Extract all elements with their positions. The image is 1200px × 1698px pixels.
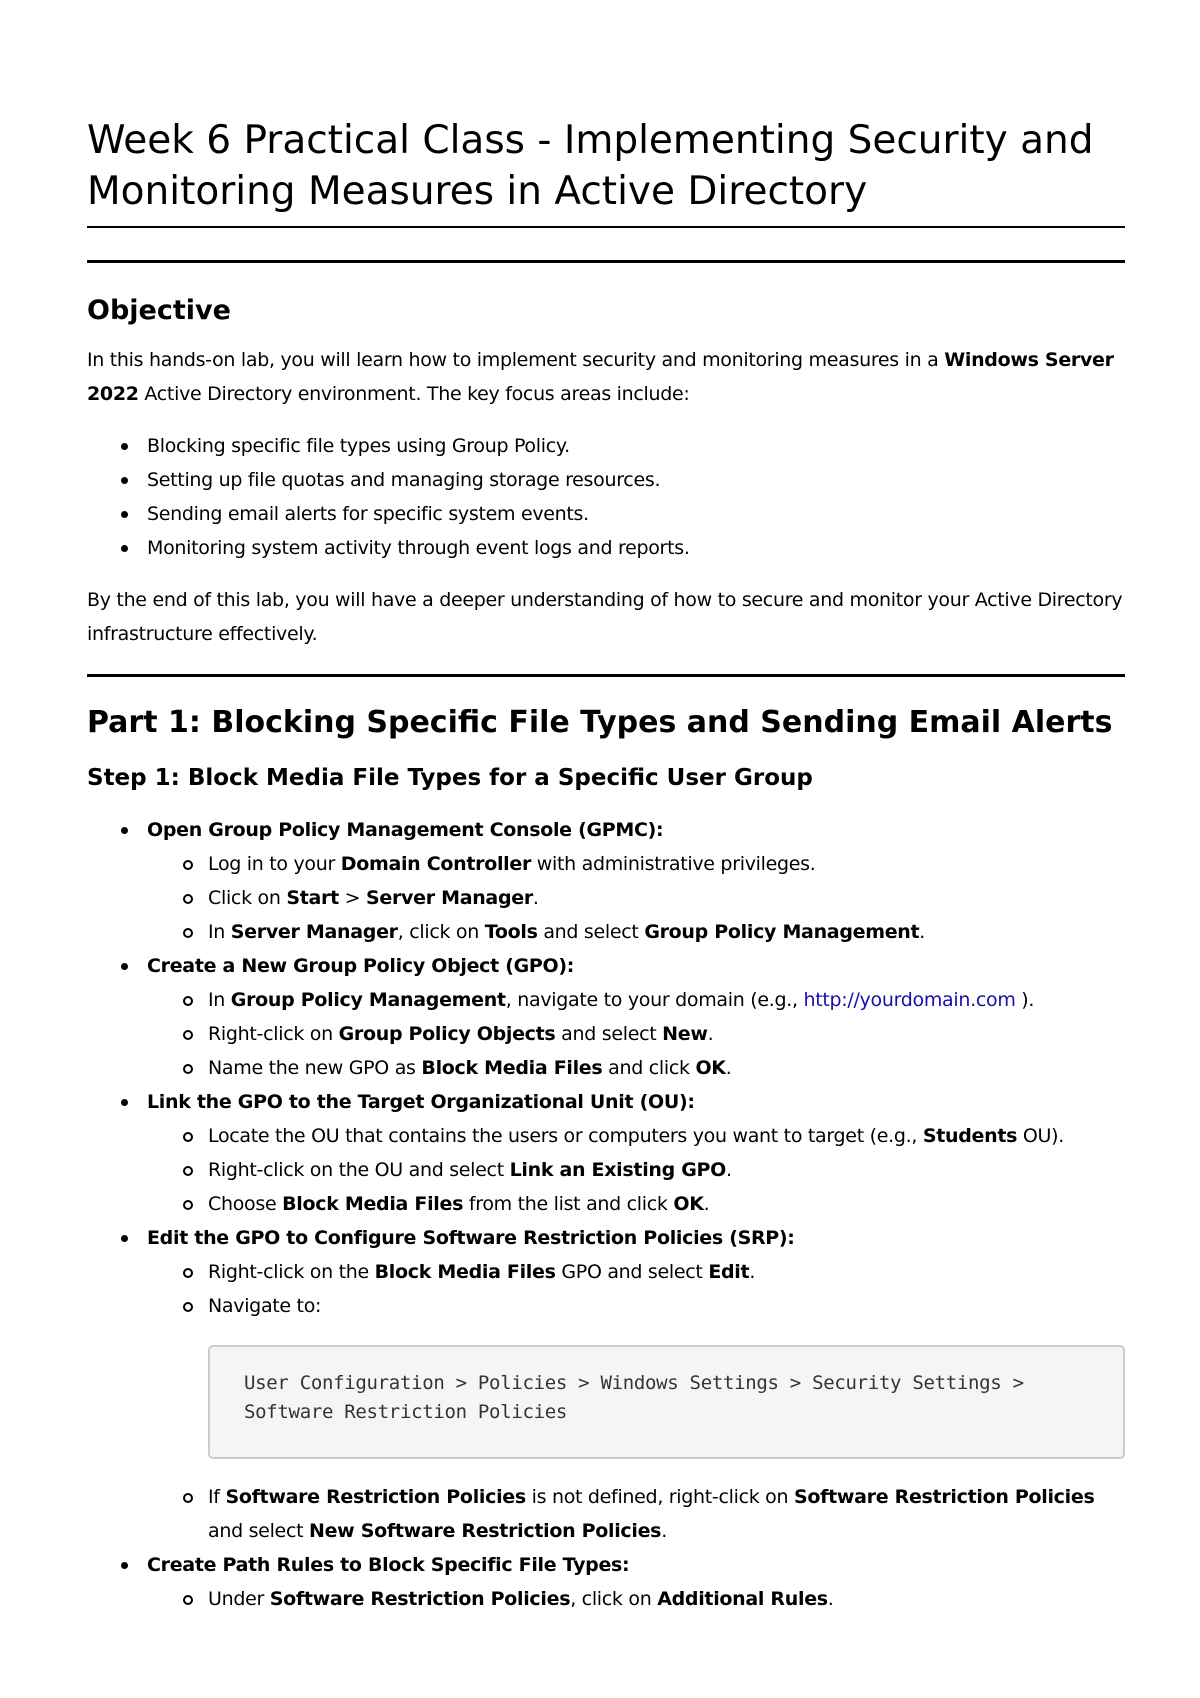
domain-link[interactable]: http://yourdomain.com bbox=[803, 989, 1016, 1011]
list-item: Setting up file quotas and managing storage resources. bbox=[87, 463, 1125, 497]
list-item: Right-click on Group Policy Objects and select New. bbox=[147, 1017, 1125, 1051]
list-item: Monitoring system activity through event logs and reports. bbox=[87, 531, 1125, 565]
part1-heading: Part 1: Blocking Specific File Types and Sending Email Alerts bbox=[87, 705, 1113, 740]
list-item: Choose Block Media Files from the list and click OK. bbox=[147, 1187, 1125, 1221]
list-item: Blocking specific file types using Group Policy. bbox=[87, 429, 1125, 463]
substep-link-gpo: Link the GPO to the Target Organizational Unit (OU): Locate the OU that contains the users or computers you want to target (e.g., Students OU). Right-click on the OU and select Link an Existing GPO. Choose Block Media Files from the list and click OK. bbox=[87, 1085, 1125, 1221]
list-item: Navigate to: User Configuration > Policies > Windows Settings > Security Settings > Software Restriction Policies bbox=[147, 1289, 1125, 1459]
objective-intro: In this hands-on lab, you will learn how to implement security and monitoring measures in a Windows Server 2022 Active Directory environment. The key focus areas include: bbox=[87, 349, 1114, 405]
objective-closing: By the end of this lab, you will have a deeper understanding of how to secure and monitor your Active Directory infrastructure effectively. bbox=[87, 589, 1123, 645]
divider bbox=[87, 674, 1125, 677]
divider bbox=[87, 260, 1125, 263]
list-item: Under Software Restriction Policies, click on Additional Rules. bbox=[147, 1582, 1125, 1616]
code-block: User Configuration > Policies > Windows Settings > Security Settings > Software Restriction Policies bbox=[208, 1345, 1125, 1459]
step1-heading: Step 1: Block Media File Types for a Specific User Group bbox=[87, 765, 813, 791]
list-item: Right-click on the OU and select Link an Existing GPO. bbox=[147, 1153, 1125, 1187]
focus-areas-list bbox=[87, 429, 1125, 565]
step1-instructions bbox=[87, 813, 1125, 1616]
list-item: In Server Manager, click on Tools and select Group Policy Management. bbox=[147, 915, 1125, 949]
substep-open-gpmc: Open Group Policy Management Console (GPMC): Log in to your Domain Controller with administrative privileges. Click on Start > Server Manager. In Server Manager, click on Tools and select Group Policy Management. bbox=[87, 813, 1125, 949]
list-item: Locate the OU that contains the users or computers you want to target (e.g., Students OU). bbox=[147, 1119, 1125, 1153]
substep-create-gpo: Create a New Group Policy Object (GPO): In Group Policy Management, navigate to your domain (e.g., http://yourdomain.com ). Right-click on Group Policy Objects and select New. Name the new GPO as Block Media Files and click OK. bbox=[87, 949, 1125, 1085]
list-item: Name the new GPO as Block Media Files and click OK. bbox=[147, 1051, 1125, 1085]
list-item: Click on Start > Server Manager. bbox=[147, 881, 1125, 915]
substep-edit-gpo: Edit the GPO to Configure Software Restriction Policies (SRP): Right-click on the Block Media Files GPO and select Edit. Navigate to: User Configuration > Policies > Windows Settings > Security Settings > Software Restriction Policies If Software Restriction Policies is not defined, right-click on Software Restriction Policies and select New Software Restriction Policies. bbox=[87, 1221, 1125, 1548]
list-item: Sending email alerts for specific system events. bbox=[87, 497, 1125, 531]
list-item: Right-click on the Block Media Files GPO and select Edit. bbox=[147, 1255, 1125, 1289]
objective-heading: Objective bbox=[87, 295, 231, 326]
list-item: If Software Restriction Policies is not defined, right-click on Software Restriction Policies and select New Software Restriction Policies. bbox=[147, 1480, 1125, 1548]
list-item: In Group Policy Management, navigate to your domain (e.g., http://yourdomain.com ). bbox=[147, 983, 1125, 1017]
substep-path-rules: Create Path Rules to Block Specific File Types: Under Software Restriction Policies, click on Additional Rules. bbox=[87, 1548, 1125, 1616]
list-item: Log in to your Domain Controller with administrative privileges. bbox=[147, 847, 1125, 881]
document-title: Week 6 Practical Class - Implementing Security and Monitoring Measures in Active Directory bbox=[87, 0, 1125, 228]
